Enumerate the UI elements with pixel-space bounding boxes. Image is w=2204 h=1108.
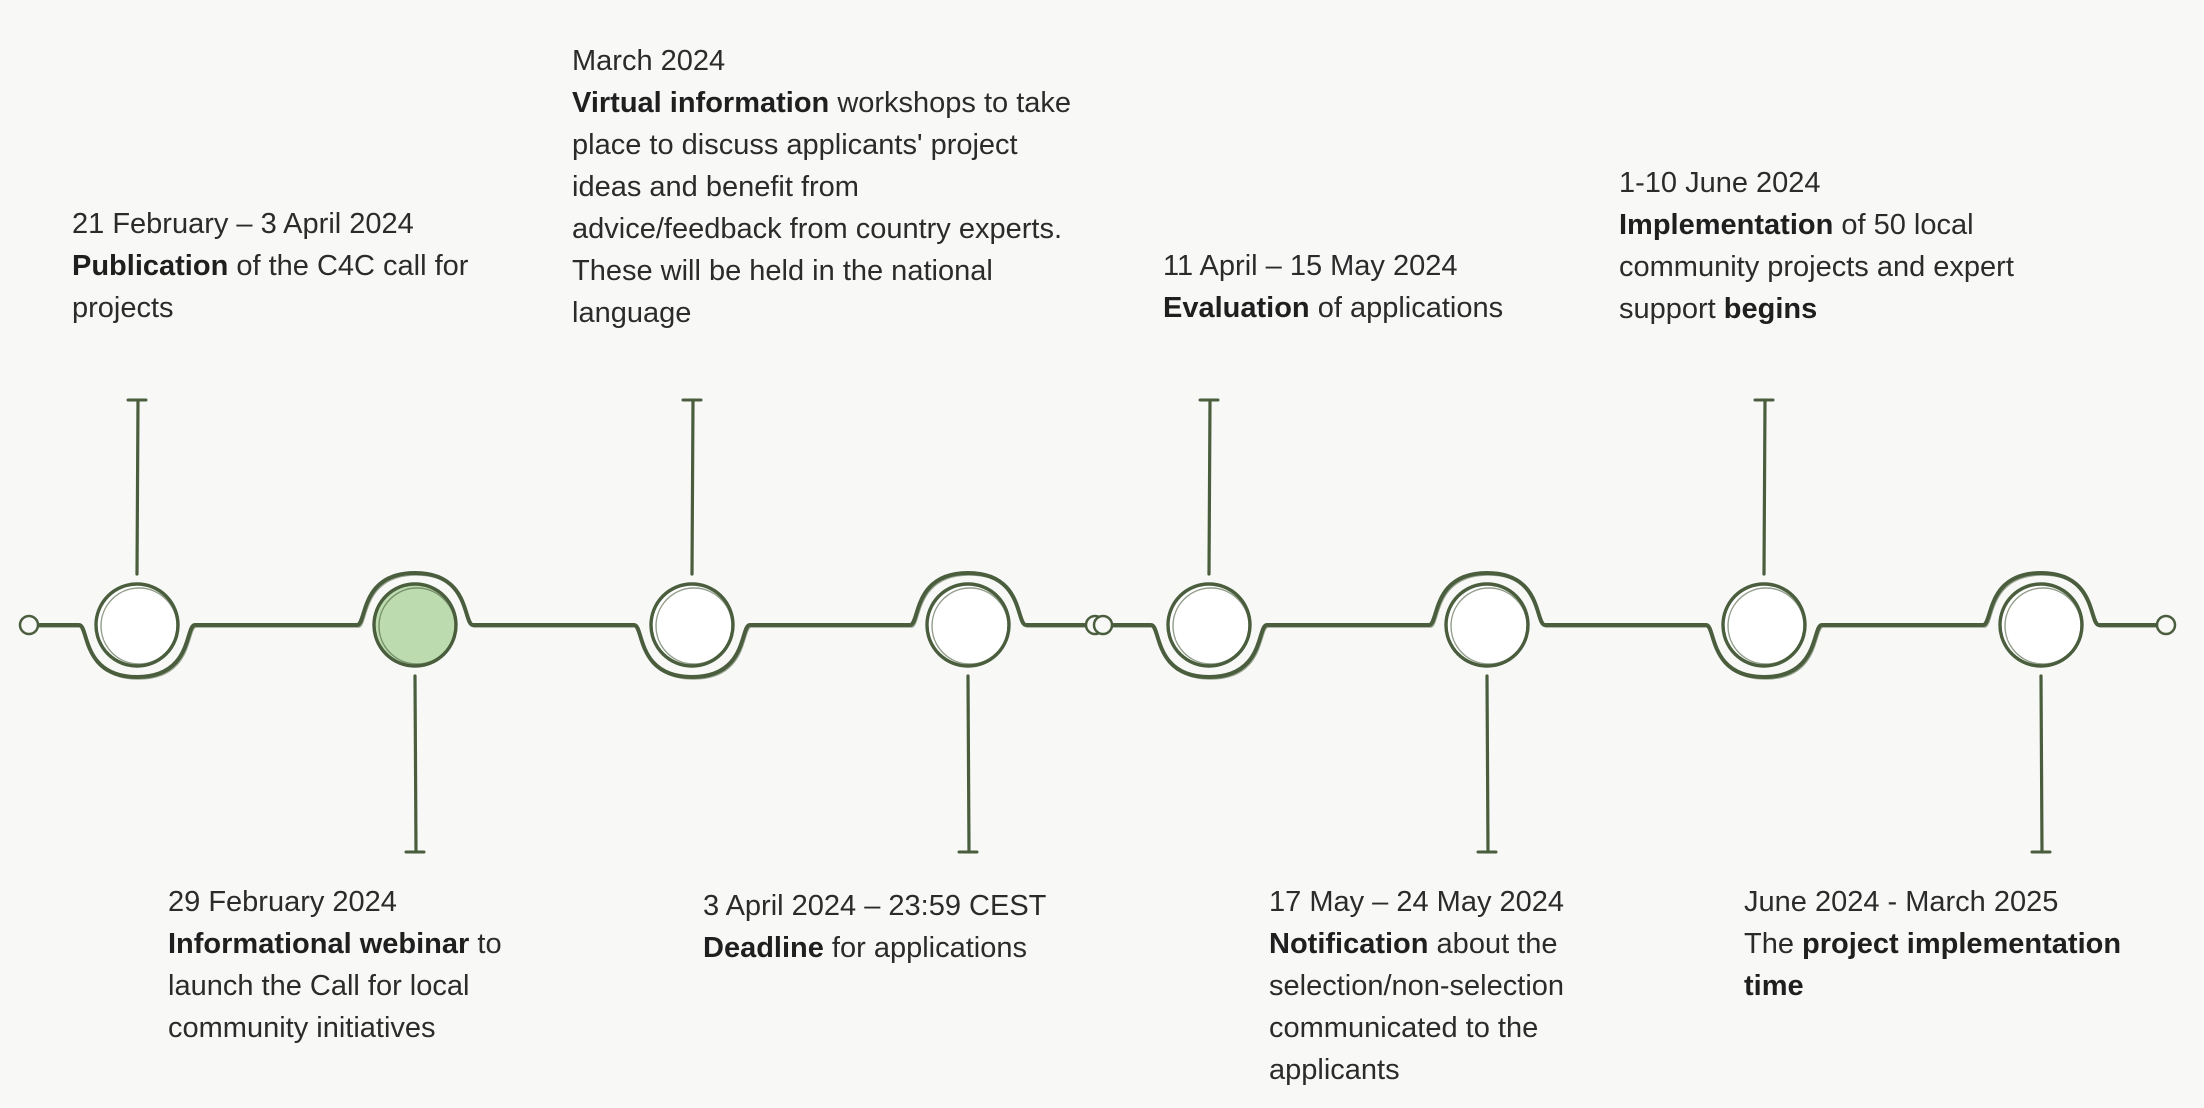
milestone-stem-2 [415, 676, 416, 852]
milestone-stem-7 [1764, 400, 1765, 574]
timeline-mid-cap-right [1094, 616, 1112, 634]
milestone-stem-5 [1209, 400, 1210, 574]
milestone-stem-3 [692, 400, 693, 574]
milestone-date: 29 February 2024 [168, 886, 397, 918]
timeline-start-cap [20, 616, 38, 634]
timeline-end-cap [2157, 616, 2175, 634]
milestone-stem-4 [968, 676, 969, 852]
milestone-date: 21 February – 3 April 2024 [72, 208, 414, 240]
milestone-description: Publication of the C4C call for projects [72, 250, 469, 324]
milestone-label-8 [1744, 881, 2164, 1007]
milestone-label-2 [168, 881, 588, 1049]
milestone-date: June 2024 - March 2025 [1744, 886, 2059, 918]
milestone-date: 3 April 2024 – 23:59 CEST [703, 890, 1047, 922]
milestone-description: Deadline for applications [703, 932, 1027, 964]
milestone-description: Virtual information workshops to take place to discuss applicants' project ideas and benefit from advice/feedback from country experts. These will be held in the national language [572, 87, 1072, 329]
milestone-label-3 [572, 40, 1072, 334]
milestone-label-6 [1269, 881, 1629, 1091]
milestone-date: 17 May – 24 May 2024 [1269, 886, 1565, 918]
milestone-date: 11 April – 15 May 2024 [1163, 250, 1458, 282]
milestone-stem-1 [137, 400, 138, 574]
milestone-label-1 [72, 203, 492, 329]
milestone-label-5 [1163, 245, 1603, 329]
milestone-description: Informational webinar to launch the Call for local community initiatives [168, 928, 502, 1044]
milestone-description: Notification about the selection/non-selection communicated to the applicants [1269, 928, 1565, 1086]
milestone-description: Evaluation of applications [1163, 292, 1504, 324]
milestone-date: 1-10 June 2024 [1619, 167, 1821, 199]
milestone-stem-8 [2041, 676, 2042, 852]
milestone-description: Implementation of 50 local community projects and expert support begins [1619, 209, 2014, 325]
milestone-stem-6 [1487, 676, 1488, 852]
milestone-label-4 [703, 885, 1143, 969]
milestone-date: March 2024 [572, 45, 726, 77]
milestone-description: The project implementation time [1744, 928, 2122, 1002]
milestone-label-7 [1619, 162, 2039, 330]
